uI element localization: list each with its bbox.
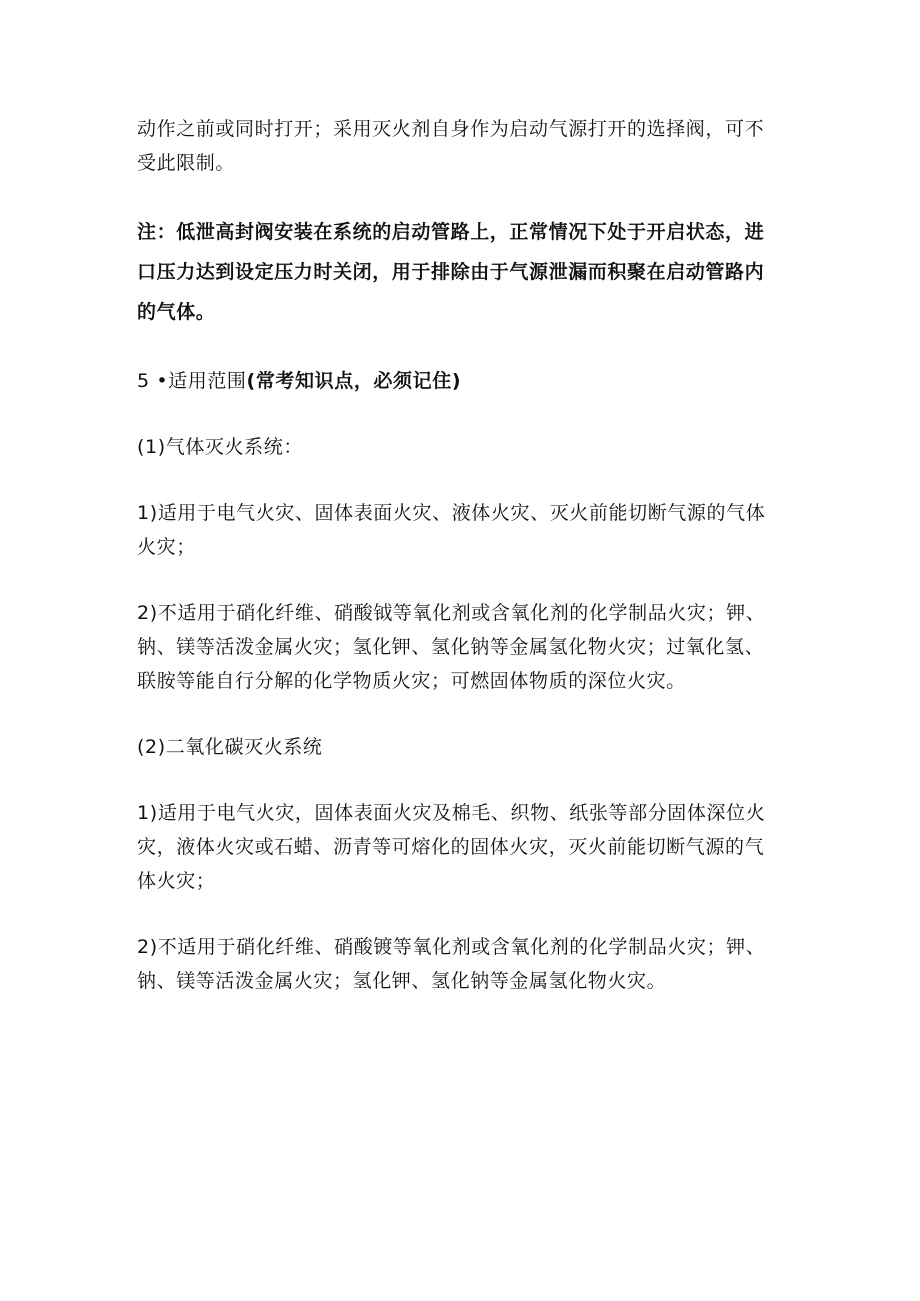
text-line: 受此限制。: [137, 152, 236, 174]
subheading-gas-system: [137, 430, 787, 464]
text-line: (1)气体灭火系统：: [137, 436, 303, 458]
text-line: 灾，液体火灾或石蜡、沥青等可熔化的固体火灾，灭火前能切断气源的气: [137, 836, 765, 858]
section-heading-emphasis: (常考知识点，必须记住): [246, 370, 462, 392]
section-heading-line: [137, 364, 787, 398]
paragraph-gas-not-applicable: [137, 596, 787, 698]
text-line: 2)不适用于硝化纤维、硝酸钺等氧化剂或含氧化剂的化学制品火灾；钾、: [137, 602, 766, 624]
text-line: 火灾；: [137, 536, 196, 558]
text-line: 钠、镁等活泼金属火灾；氢化钾、氢化钠等金属氢化物火灾；过氧化氢、: [137, 636, 765, 658]
paragraph-co2-applicable: [137, 796, 787, 898]
text-line: 2)不适用于硝化纤维、硝酸镀等氧化剂或含氧化剂的化学制品火灾；钾、: [137, 936, 766, 958]
text-line: 动作之前或同时打开；采用灭火剂自身作为启动气源打开的选择阀，可不: [137, 118, 765, 140]
subheading-co2-system: [137, 730, 787, 764]
section-heading: [137, 364, 787, 398]
text-line: (2)二氧化碳灭火系统: [137, 736, 323, 758]
text-line: 钠、镁等活泼金属火灾；氢化钾、氢化钠等金属氢化物火灾。: [137, 970, 667, 992]
paragraph-co2-not-applicable: [137, 930, 787, 998]
text-line: 1)适用于电气火灾，固体表面火灾及棉毛、织物、纸张等部分固体深位火: [137, 802, 766, 824]
text-line: 的气体。: [137, 301, 216, 323]
text-line: 联胺等能自行分解的化学物质火灾；可燃固体物质的深位火灾。: [137, 670, 686, 692]
document-page: [137, 112, 787, 1030]
text-line: 体火灾；: [137, 870, 216, 892]
paragraph-valve-continuation: [137, 112, 787, 180]
text-line: 口压力达到设定压力时关闭，用于排除由于气源泄漏而积聚在启动管路内: [137, 261, 765, 283]
section-heading-prefix: 5 •适用范围: [137, 370, 247, 392]
text-line: 1)适用于电气火灾、固体表面火灾、液体火灾、灭火前能切断气源的气体: [137, 502, 766, 524]
text-line: 注：低泄高封阀安装在系统的启动管路上，正常情况下处于开启状态，进: [137, 221, 765, 243]
paragraph-gas-applicable: [137, 496, 787, 564]
paragraph-note: [137, 212, 787, 332]
